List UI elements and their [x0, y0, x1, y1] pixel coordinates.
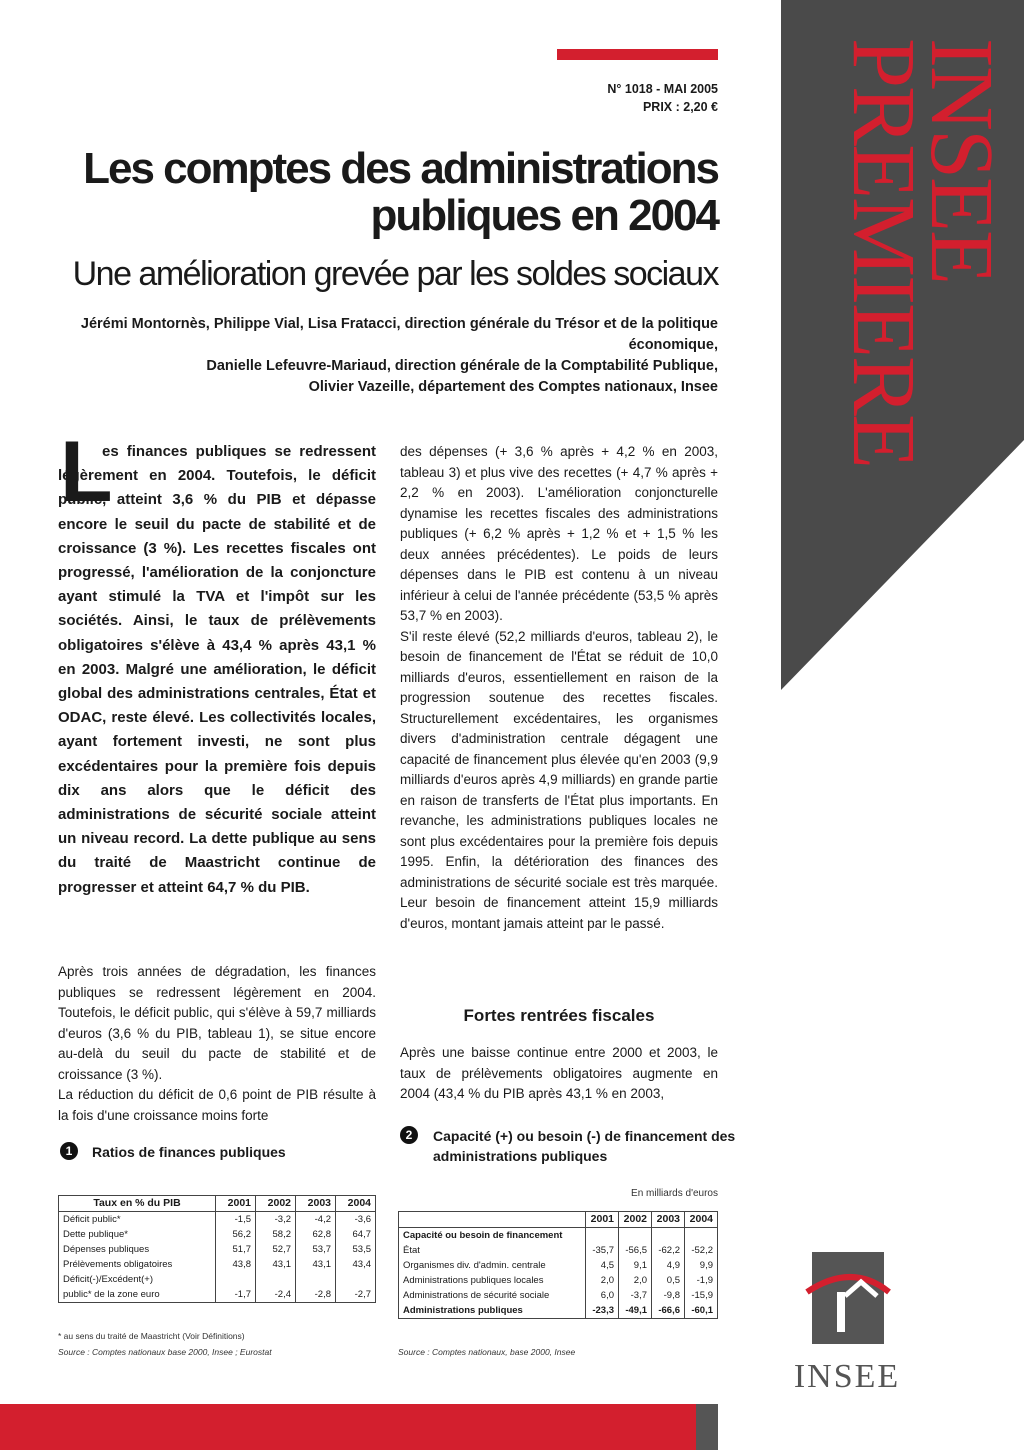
cell: -9,8: [652, 1288, 685, 1303]
column-2-body: [400, 442, 718, 934]
footer-bar: [0, 1404, 718, 1450]
cell: -3,6: [336, 1212, 376, 1228]
column-header: 2002: [256, 1196, 296, 1212]
cell: 0,5: [652, 1273, 685, 1288]
insee-logo-text: INSEE: [793, 1358, 901, 1395]
masthead-line-1: INSEE: [912, 38, 1011, 283]
cell: 64,7: [336, 1227, 376, 1242]
row-label: Administrations publiques: [399, 1303, 586, 1319]
column-header: 2002: [619, 1212, 652, 1228]
table-header-row: [59, 1196, 376, 1212]
cell: -2,7: [336, 1287, 376, 1303]
table-number-badge: 1: [60, 1142, 78, 1160]
lead-paragraph: [58, 440, 376, 900]
cell: 62,8: [296, 1227, 336, 1242]
paragraph: des dépenses (+ 3,6 % après + 4,2 % en 2003, tableau 3) et plus vive des recettes (+ 4,7 % après + 2,2 % en 2003). L'amélioration conjoncturelle dynamise les recettes fiscales des administrations publiques (+ 6,2 % après + 1,2 % et + 1,5 % les deux années précédentes). Le poids de leurs dépenses dans le PIB est contenu à un niveau inférieur à celui de l'année précédente (53,5 % après 53,7 % en 2003).: [400, 444, 718, 623]
cell: -15,9: [685, 1288, 718, 1303]
cell: 53,7: [296, 1242, 336, 1257]
table-header-row: [399, 1212, 718, 1228]
cell: -3,2: [256, 1212, 296, 1228]
cell: 53,5: [336, 1242, 376, 1257]
cell: 52,7: [256, 1242, 296, 1257]
cell: 4,9: [652, 1258, 685, 1273]
cell: 2,0: [619, 1273, 652, 1288]
column-header: 2004: [685, 1212, 718, 1228]
cell: -56,5: [619, 1243, 652, 1258]
table-2-source: [398, 1346, 575, 1359]
cell: [586, 1228, 619, 1244]
column-1-body: [58, 962, 376, 1126]
paragraph: S'il reste élevé (52,2 milliards d'euros, tableau 2), le besoin de financement de l'État se réduit de 10,0 milliards d'euros, essentiellement en raison de la progression soutenue des recettes fiscales. Structurellement excédentaires, les organismes divers d'administration centrale dégagent une capacité de financement plus élevée qu'en 2003 (9,9 milliards d'euros après 4,9 milliards) en grande partie en raison de transferts de l'État plus importants. En revanche, les administrations publiques locales ne sont plus excédentaires pour la première fois depuis 1995. Enfin, la détérioration des finances des administrations de sécurité sociale est très marquée. Leur besoin de financement atteint 15,9 milliards d'euros, montant jamais atteint par le passé.: [400, 628, 718, 931]
cell: -2,8: [296, 1287, 336, 1303]
cell: [336, 1272, 376, 1287]
cell: -2,4: [256, 1287, 296, 1303]
row-label: Administrations publiques locales: [399, 1273, 586, 1288]
source-text: Source : Comptes nationaux base 2000, Insee ; Eurostat: [58, 1347, 272, 1357]
masthead-title: [834, 38, 1011, 468]
insee-logo-icon: [777, 1252, 917, 1352]
cell: 56,2: [216, 1227, 256, 1242]
lead-text: es finances publiques se redressent légèrement en 2004. Toutefois, le déficit public, atteint 3,6 % du PIB et dépasse encore le seuil du pacte de stabilité et de croissance (3 %). Les recettes fiscales ont progressé, l'amélioration de la conjoncture ayant stimulé la TVA et l'impôt sur les sociétés. Ainsi, le taux de prélèvements obligatoires s'élève à 43,4 % après 43,1 % en 2003. Malgré une amélioration, le déficit global des administrations centrales, État et ODAC, reste élevé. Les collectivités locales, ayant fortement investi, ne sont plus excédentaires pour la première fois depuis dix ans alors que le déficit des administrations de sécurité sociale atteint un niveau record. La dette publique au sens du traité de Maastricht continue de progresser et atteint 64,7 % du PIB.: [58, 443, 376, 896]
table-row: [399, 1288, 718, 1303]
cell: [685, 1228, 718, 1244]
column-header: 2004: [336, 1196, 376, 1212]
cell: 9,9: [685, 1258, 718, 1273]
cell: [256, 1272, 296, 1287]
table-row: [399, 1243, 718, 1258]
dropcap: L: [60, 424, 113, 520]
table-row: [59, 1242, 376, 1257]
table-number-badge: 2: [400, 1126, 418, 1144]
cell: [216, 1272, 256, 1287]
authors: [78, 314, 718, 398]
paragraph: Après une baisse continue entre 2000 et 2003, le taux de prélèvements obligatoires augmente en 2004 (43,4 % du PIB après 43,1 % en 2003,: [400, 1045, 718, 1101]
cell: 43,1: [256, 1257, 296, 1272]
cell: 9,1: [619, 1258, 652, 1273]
paragraph: Après trois années de dégradation, les finances publiques se redressent légèrement en 2004. Toutefois, le déficit public, qui s'élève à 59,7 milliards d'euros (3,6 % du PIB, tableau 1), se situe encore au-delà du seuil du pacte de stabilité et de croissance (3 %).: [58, 964, 376, 1082]
row-label: Administrations de sécurité sociale: [399, 1288, 586, 1303]
row-label: public* de la zone euro: [59, 1287, 216, 1303]
cell: -49,1: [619, 1303, 652, 1319]
issue-info: [607, 80, 718, 116]
table-ratios: [58, 1195, 376, 1303]
table-1-title: Ratios de finances publiques: [92, 1144, 286, 1160]
cell: -52,2: [685, 1243, 718, 1258]
cell: [652, 1228, 685, 1244]
column-header: 2001: [586, 1212, 619, 1228]
table-row: [59, 1212, 376, 1228]
cell: -60,1: [685, 1303, 718, 1319]
footer-marker: [696, 1404, 718, 1450]
cell: -4,2: [296, 1212, 336, 1228]
accent-bar: [557, 49, 718, 60]
table-row: [59, 1227, 376, 1242]
insee-logo: [777, 1252, 917, 1357]
cell: 43,4: [336, 1257, 376, 1272]
row-label: Déficit public*: [59, 1212, 216, 1228]
cell: 51,7: [216, 1242, 256, 1257]
page-title: Les comptes des administrations publiques en 2004: [83, 144, 718, 240]
column-header: 2003: [296, 1196, 336, 1212]
source-text: Source : Comptes nationaux, base 2000, Insee: [398, 1347, 576, 1357]
row-label: État: [399, 1243, 586, 1258]
cell: [296, 1272, 336, 1287]
cell: -1,5: [216, 1212, 256, 1228]
column-header: 2001: [216, 1196, 256, 1212]
cell: -66,6: [652, 1303, 685, 1319]
paragraph: La réduction du déficit de 0,6 point de PIB résulte à la fois d'une croissance moins forte: [58, 1087, 376, 1123]
cell: 43,1: [296, 1257, 336, 1272]
row-label: Dépenses publiques: [59, 1242, 216, 1257]
table-1-source: [58, 1346, 272, 1359]
table-row: [59, 1287, 376, 1303]
table-row: [59, 1272, 376, 1287]
table-2-title: Capacité (+) ou besoin (-) de financement des administrations publiques: [433, 1128, 736, 1164]
cell: -1,7: [216, 1287, 256, 1303]
column-header: Taux en % du PIB: [59, 1196, 216, 1212]
page-subtitle: Une amélioration grevée par les soldes sociaux: [72, 255, 718, 293]
table-row: [399, 1258, 718, 1273]
cell: 2,0: [586, 1273, 619, 1288]
author-line: Danielle Lefeuvre-Mariaud, direction générale de la Comptabilité Publique,: [206, 358, 718, 374]
masthead-line-2: PREMIERE: [834, 38, 933, 468]
issue-number: N° 1018 - MAI 2005: [607, 82, 718, 96]
cell: -35,7: [586, 1243, 619, 1258]
cell: -3,7: [619, 1288, 652, 1303]
table-row: [59, 1257, 376, 1272]
column-header: [399, 1212, 586, 1228]
column-header: 2003: [652, 1212, 685, 1228]
section-label: Capacité ou besoin de financement: [399, 1228, 586, 1244]
cell: [619, 1228, 652, 1244]
row-label: Déficit(-)/Excédent(+): [59, 1272, 216, 1287]
cell: -23,3: [586, 1303, 619, 1319]
table-2-heading: [400, 1126, 736, 1164]
table-financing: [398, 1211, 718, 1319]
row-label: Prélèvements obligatoires: [59, 1257, 216, 1272]
cell: 43,8: [216, 1257, 256, 1272]
cell: -62,2: [652, 1243, 685, 1258]
row-label: Organismes div. d'admin. centrale: [399, 1258, 586, 1273]
issue-price: PRIX : 2,20 €: [642, 100, 718, 114]
author-line: Olivier Vazeille, département des Comptes nationaux, Insee: [308, 379, 718, 395]
cell: 58,2: [256, 1227, 296, 1242]
section-heading: Fortes rentrées fiscales: [463, 1006, 655, 1025]
table-1-footnote: * au sens du traité de Maastricht (Voir Définitions): [58, 1331, 245, 1341]
cell: 4,5: [586, 1258, 619, 1273]
row-label: Dette publique*: [59, 1227, 216, 1242]
cell: 6,0: [586, 1288, 619, 1303]
author-line: Jérémi Montornès, Philippe Vial, Lisa Fratacci, direction générale du Trésor et de la politique économique,: [80, 316, 718, 353]
table-row: [399, 1273, 718, 1288]
table-total-row: [399, 1303, 718, 1319]
cell: -1,9: [685, 1273, 718, 1288]
table-2-unit: En milliards d'euros: [631, 1188, 718, 1199]
table-1-heading: [60, 1142, 286, 1162]
table-section-row: [399, 1228, 718, 1244]
